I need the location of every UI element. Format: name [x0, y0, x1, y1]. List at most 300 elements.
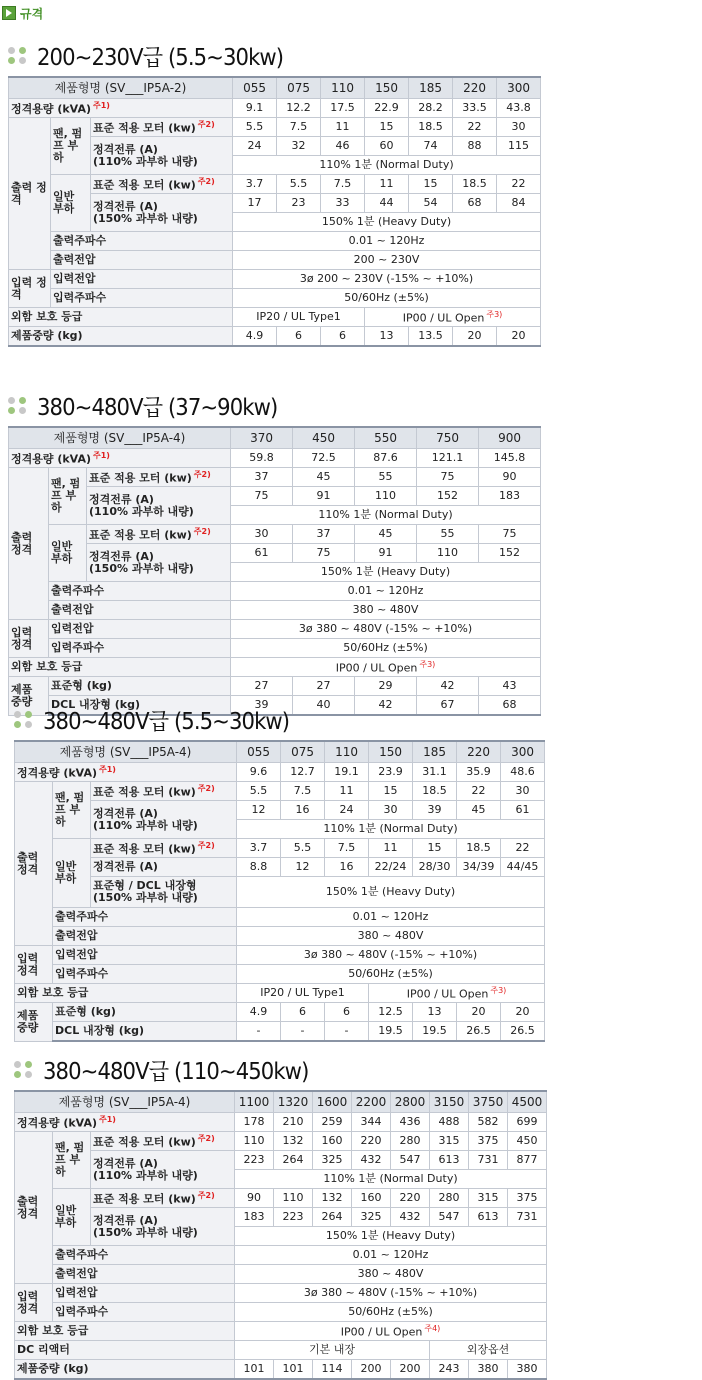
value-cell: 7.5 [277, 118, 321, 137]
value-cell: 380 [508, 1360, 547, 1380]
model-cell: 1600 [313, 1091, 352, 1113]
value-cell: 877 [508, 1151, 547, 1170]
value-cell: - [281, 1022, 325, 1042]
value-cell: 223 [235, 1151, 274, 1170]
value-cell: 28/30 [413, 858, 457, 877]
value-cell: 44 [365, 194, 409, 213]
bullet-dots-icon [8, 47, 27, 64]
value-cell: 200 [391, 1360, 430, 1380]
model-cell: 3150 [430, 1091, 469, 1113]
value-cell: 45 [293, 468, 355, 487]
protection-value: IP00 / UL Open $^{주3)}$ [369, 984, 545, 1003]
value-cell: 613 [430, 1151, 469, 1170]
in-freq-value: 50/60Hz (±5%) [235, 1303, 547, 1322]
protection-value: IP20 / UL Type1 [237, 984, 369, 1003]
value-cell: 12 [281, 858, 325, 877]
current-label: 정격전류 (A) (110% 과부하 내량) [91, 1151, 235, 1189]
model-cell: 370 [231, 427, 293, 449]
out-volt-label: 출력전압 [53, 927, 237, 946]
model-header: 제품형명 (SV___IP5A-2) [9, 77, 233, 99]
section-title-bar [8, 388, 541, 422]
output-group-label: 출력 정격 [9, 468, 49, 620]
value-cell: 42 [355, 696, 417, 716]
value-cell: 220 [391, 1189, 430, 1208]
input-group-label: 입력 정격 [15, 946, 53, 984]
value-cell: 325 [352, 1208, 391, 1227]
value-cell: 110 [274, 1189, 313, 1208]
value-cell: 67 [417, 696, 479, 716]
value-cell: 344 [352, 1113, 391, 1132]
input-group-label: 입력 정격 [9, 270, 51, 308]
value-cell: 12.5 [369, 1003, 413, 1022]
protection-value: IP00 / UL Open $^{주3)}$ [231, 658, 541, 677]
value-cell: 40 [293, 696, 355, 716]
value-cell: 91 [355, 544, 417, 563]
capacity-label: 정격용량 (kVA) $^{주1)}$ [9, 449, 231, 468]
protection-value: IP00 / UL Open $^{주4)}$ [235, 1322, 547, 1341]
value-cell: 24 [233, 137, 277, 156]
value-cell: 375 [469, 1132, 508, 1151]
value-cell: 210 [274, 1113, 313, 1132]
model-cell: 2200 [352, 1091, 391, 1113]
overload-cell: 110% 1분 (Normal Duty) [237, 820, 545, 839]
value-cell: 75 [479, 525, 541, 544]
value-cell: 5.5 [281, 839, 325, 858]
value-cell: 547 [391, 1151, 430, 1170]
out-volt-label: 출력전압 [53, 1265, 235, 1284]
value-cell: 436 [391, 1113, 430, 1132]
value-cell: 183 [479, 487, 541, 506]
section-380v-37-90 [8, 388, 541, 716]
value-cell: 15 [369, 782, 413, 801]
spec-table [8, 426, 541, 716]
value-cell: 59.8 [231, 449, 293, 468]
value-cell: 22/24 [369, 858, 413, 877]
value-cell: 4.9 [237, 1003, 281, 1022]
value-cell: 110 [417, 544, 479, 563]
value-cell: 280 [391, 1132, 430, 1151]
out-freq-label: 출력주파수 [53, 1246, 235, 1265]
value-cell: 145.8 [479, 449, 541, 468]
value-cell: 20 [501, 1003, 545, 1022]
value-cell: 16 [325, 858, 369, 877]
value-cell: 33 [321, 194, 365, 213]
out-freq-value: 0.01 ~ 120Hz [237, 908, 545, 927]
weight-std-label: 표준형 (kg) [49, 677, 231, 696]
protection-label: 외함 보호 등급 [9, 658, 231, 677]
model-cell: 1320 [274, 1091, 313, 1113]
out-volt-value: 380 ~ 480V [237, 927, 545, 946]
value-cell: 115 [497, 137, 541, 156]
fan-label: 팬, 펌프 부하 [51, 118, 91, 175]
in-freq-label: 입력주파수 [53, 1303, 235, 1322]
output-group-label: 출력 정격 [9, 118, 51, 270]
value-cell: 30 [501, 782, 545, 801]
value-cell: 45 [457, 801, 501, 820]
model-cell: 450 [293, 427, 355, 449]
dc-reactor-value: 기본 내장 [235, 1341, 430, 1360]
value-cell: 20 [453, 327, 497, 347]
model-cell: 110 [325, 741, 369, 763]
in-volt-value: 3ø 380 ~ 480V (-15% ~ +10%) [237, 946, 545, 965]
weight-dcl-label: DCL 내장형 (kg) [49, 696, 231, 716]
model-cell: 220 [453, 77, 497, 99]
weight-dcl-label: DCL 내장형 (kg) [53, 1022, 237, 1042]
bullet-dots-icon [8, 397, 27, 414]
value-cell: 11 [365, 175, 409, 194]
section-380v-110-450 [14, 1052, 547, 1380]
value-cell: 22 [497, 175, 541, 194]
spec-table [14, 1090, 547, 1380]
value-cell: 20 [457, 1003, 501, 1022]
general-label: 일반 부하 [51, 175, 91, 232]
value-cell: 22 [453, 118, 497, 137]
value-cell: 3.7 [237, 839, 281, 858]
out-volt-value: 380 ~ 480V [231, 601, 541, 620]
out-freq-label: 출력주파수 [51, 232, 233, 251]
value-cell: 375 [508, 1189, 547, 1208]
capacity-label: 정격용량 (kVA) $^{주1)}$ [15, 1113, 235, 1132]
value-cell: 61 [231, 544, 293, 563]
value-cell: 30 [497, 118, 541, 137]
model-cell: 1100 [235, 1091, 274, 1113]
value-cell: 23.9 [369, 763, 413, 782]
value-cell: 280 [430, 1189, 469, 1208]
model-header: 제품형명 (SV___IP5A-4) [15, 1091, 235, 1113]
value-cell: 132 [313, 1189, 352, 1208]
protection-label: 외함 보호 등급 [9, 308, 233, 327]
value-cell: 11 [321, 118, 365, 137]
value-cell: 43.8 [497, 99, 541, 118]
spec-heading [2, 4, 43, 22]
input-group-label: 입력 정격 [15, 1284, 53, 1322]
value-cell: 152 [479, 544, 541, 563]
value-cell: 183 [235, 1208, 274, 1227]
value-cell: 22.9 [365, 99, 409, 118]
value-cell: 19.5 [413, 1022, 457, 1042]
motor-label: 표준 적용 모터 (kw) $^{주2)}$ [91, 118, 233, 137]
value-cell: 18.5 [409, 118, 453, 137]
value-cell: 72.5 [293, 449, 355, 468]
value-cell: 325 [313, 1151, 352, 1170]
value-cell: - [237, 1022, 281, 1042]
value-cell: 264 [274, 1151, 313, 1170]
out-volt-label: 출력전압 [49, 601, 231, 620]
model-cell: 055 [233, 77, 277, 99]
value-cell: 9.1 [233, 99, 277, 118]
value-cell: 37 [293, 525, 355, 544]
in-freq-value: 50/60Hz (±5%) [237, 965, 545, 984]
section-title: 380~480V급 (37~90kw) [37, 394, 278, 421]
dc-reactor-value: 외장옵션 [430, 1341, 547, 1360]
protection-label: 외함 보호 등급 [15, 1322, 235, 1341]
value-cell: 11 [369, 839, 413, 858]
value-cell: 380 [469, 1360, 508, 1380]
value-cell: 13 [365, 327, 409, 347]
out-freq-label: 출력주파수 [53, 908, 237, 927]
value-cell: 699 [508, 1113, 547, 1132]
value-cell: 90 [235, 1189, 274, 1208]
value-cell: 13 [413, 1003, 457, 1022]
value-cell: 6 [281, 1003, 325, 1022]
weight-label: 제품중량 (kg) [9, 327, 233, 347]
in-volt-value: 3ø 380 ~ 480V (-15% ~ +10%) [231, 620, 541, 639]
section-title-bar [8, 38, 541, 72]
motor-label: 표준 적용 모터 (kw) $^{주2)}$ [87, 468, 231, 487]
value-cell: 432 [391, 1208, 430, 1227]
overload-cell: 150% 1분 (Heavy Duty) [235, 1227, 547, 1246]
value-cell: 11 [325, 782, 369, 801]
value-cell: 39 [231, 696, 293, 716]
value-cell: 8.8 [237, 858, 281, 877]
value-cell: 17.5 [321, 99, 365, 118]
value-cell: 87.6 [355, 449, 417, 468]
model-cell: 900 [479, 427, 541, 449]
out-freq-value: 0.01 ~ 120Hz [235, 1246, 547, 1265]
value-cell: 121.1 [417, 449, 479, 468]
general-label: 일반 부하 [53, 1189, 91, 1246]
value-cell: 9.6 [237, 763, 281, 782]
current-label: 정격전류 (A) (150% 과부하 내량) [91, 1208, 235, 1246]
value-cell: 55 [355, 468, 417, 487]
value-cell: 613 [469, 1208, 508, 1227]
value-cell: 30 [231, 525, 293, 544]
value-cell: 44/45 [501, 858, 545, 877]
value-cell: 450 [508, 1132, 547, 1151]
value-cell: 29 [355, 677, 417, 696]
value-cell: 22 [457, 782, 501, 801]
value-cell: 30 [369, 801, 413, 820]
value-cell: 75 [417, 468, 479, 487]
in-freq-label: 입력주파수 [53, 965, 237, 984]
value-cell: 17 [233, 194, 277, 213]
model-cell: 075 [277, 77, 321, 99]
in-freq-label: 입력주파수 [49, 639, 231, 658]
value-cell: 6 [325, 1003, 369, 1022]
in-freq-value: 50/60Hz (±5%) [231, 639, 541, 658]
out-volt-label: 출력전압 [51, 251, 233, 270]
value-cell: 26.5 [501, 1022, 545, 1042]
value-cell: 35.9 [457, 763, 501, 782]
value-cell: 15 [409, 175, 453, 194]
in-volt-value: 3ø 200 ~ 230V (-15% ~ +10%) [233, 270, 541, 289]
section-200v-5-30 [8, 38, 541, 347]
model-cell: 3750 [469, 1091, 508, 1113]
value-cell: 16 [281, 801, 325, 820]
value-cell: 48.6 [501, 763, 545, 782]
value-cell: 582 [469, 1113, 508, 1132]
model-cell: 185 [413, 741, 457, 763]
model-cell: 150 [369, 741, 413, 763]
value-cell: 27 [231, 677, 293, 696]
model-cell: 075 [281, 741, 325, 763]
in-volt-label: 입력전압 [53, 1284, 235, 1303]
general-label: 일반 부하 [49, 525, 87, 582]
input-group-label: 입력 정격 [9, 620, 49, 658]
value-cell: 152 [417, 487, 479, 506]
section-title: 200~230V급 (5.5~30kw) [37, 44, 284, 71]
in-volt-label: 입력전압 [51, 270, 233, 289]
value-cell: 61 [501, 801, 545, 820]
value-cell: 22 [501, 839, 545, 858]
current-label: 정격전류 (A) (110% 과부하 내량) [91, 137, 233, 175]
value-cell: 220 [352, 1132, 391, 1151]
value-cell: 5.5 [233, 118, 277, 137]
value-cell: 15 [365, 118, 409, 137]
value-cell: 101 [235, 1360, 274, 1380]
value-cell: 88 [453, 137, 497, 156]
value-cell: 27 [293, 677, 355, 696]
value-cell: 91 [293, 487, 355, 506]
section-title-bar [14, 1052, 547, 1086]
in-freq-label: 입력주파수 [51, 289, 233, 308]
current-label: 정격전류 (A) [91, 858, 237, 877]
current-label: 정격전류 (A) (110% 과부하 내량) [87, 487, 231, 525]
out-volt-value: 200 ~ 230V [233, 251, 541, 270]
value-cell: 243 [430, 1360, 469, 1380]
value-cell: 42 [417, 677, 479, 696]
overload-cell: 150% 1분 (Heavy Duty) [233, 213, 541, 232]
model-cell: 300 [501, 741, 545, 763]
current-label: 정격전류 (A) (150% 과부하 내량) [87, 544, 231, 582]
current-label: 정격전류 (A) (110% 과부하 내량) [91, 801, 237, 839]
value-cell: 5.5 [237, 782, 281, 801]
value-cell: 18.5 [457, 839, 501, 858]
bullet-dots-icon [14, 711, 33, 728]
in-volt-value: 3ø 380 ~ 480V (-15% ~ +10%) [235, 1284, 547, 1303]
value-cell: 731 [508, 1208, 547, 1227]
value-cell: 3.7 [233, 175, 277, 194]
section-title-bar [14, 702, 545, 736]
value-cell: 28.2 [409, 99, 453, 118]
value-cell: 75 [231, 487, 293, 506]
capacity-label: 정격용량 (kVA) $^{주1)}$ [15, 763, 237, 782]
value-cell: 90 [479, 468, 541, 487]
value-cell: 259 [313, 1113, 352, 1132]
value-cell: 24 [325, 801, 369, 820]
value-cell: 15 [413, 839, 457, 858]
value-cell: 731 [469, 1151, 508, 1170]
current-std-dcl-label: 표준형 / DCL 내장형 (150% 과부하 내량) [91, 877, 237, 908]
out-freq-value: 0.01 ~ 120Hz [233, 232, 541, 251]
value-cell: 43 [479, 677, 541, 696]
value-cell: 20 [497, 327, 541, 347]
general-label: 일반 부하 [53, 839, 91, 908]
value-cell: 34/39 [457, 858, 501, 877]
value-cell: 264 [313, 1208, 352, 1227]
value-cell: 223 [274, 1208, 313, 1227]
value-cell: 4.9 [233, 327, 277, 347]
value-cell: 18.5 [453, 175, 497, 194]
value-cell: 33.5 [453, 99, 497, 118]
value-cell: 7.5 [321, 175, 365, 194]
value-cell: 315 [430, 1132, 469, 1151]
play-icon [2, 6, 16, 20]
value-cell: 6 [321, 327, 365, 347]
weight-std-label: 표준형 (kg) [53, 1003, 237, 1022]
weight-label: 제품중량 (kg) [15, 1360, 235, 1380]
in-volt-label: 입력전압 [53, 946, 237, 965]
value-cell: 39 [413, 801, 457, 820]
output-group-label: 출력 정격 [15, 1132, 53, 1284]
out-freq-value: 0.01 ~ 120Hz [231, 582, 541, 601]
value-cell: 114 [313, 1360, 352, 1380]
value-cell: 132 [274, 1132, 313, 1151]
value-cell: 68 [453, 194, 497, 213]
value-cell: 31.1 [413, 763, 457, 782]
value-cell: 19.1 [325, 763, 369, 782]
overload-cell: 150% 1분 (Heavy Duty) [231, 563, 541, 582]
output-group-label: 출력 정격 [15, 782, 53, 946]
value-cell: 19.5 [369, 1022, 413, 1042]
model-cell: 055 [237, 741, 281, 763]
section-title: 380~480V급 (5.5~30kw) [43, 708, 290, 735]
value-cell: 46 [321, 137, 365, 156]
motor-label: 표준 적용 모터 (kw) $^{주2)}$ [91, 839, 237, 858]
model-cell: 550 [355, 427, 417, 449]
current-label: 정격전류 (A) (150% 과부하 내량) [91, 194, 233, 232]
bullet-dots-icon [14, 1061, 33, 1078]
model-cell: 300 [497, 77, 541, 99]
value-cell: 110 [235, 1132, 274, 1151]
value-cell: 160 [313, 1132, 352, 1151]
out-volt-value: 380 ~ 480V [235, 1265, 547, 1284]
motor-label: 표준 적용 모터 (kw) $^{주2)}$ [91, 175, 233, 194]
in-freq-value: 50/60Hz (±5%) [233, 289, 541, 308]
value-cell: 68 [479, 696, 541, 716]
spec-table [8, 76, 541, 347]
value-cell: 74 [409, 137, 453, 156]
value-cell: 160 [352, 1189, 391, 1208]
spec-heading-label: 규격 [20, 6, 44, 21]
weight-group-label: 제품 중량 [9, 677, 49, 716]
model-cell: 4500 [508, 1091, 547, 1113]
value-cell: 12.7 [281, 763, 325, 782]
model-cell: 150 [365, 77, 409, 99]
value-cell: 55 [417, 525, 479, 544]
fan-label: 팬, 펌프 부하 [53, 782, 91, 839]
value-cell: 432 [352, 1151, 391, 1170]
value-cell: 5.5 [277, 175, 321, 194]
value-cell: 547 [430, 1208, 469, 1227]
protection-value: IP20 / UL Type1 [233, 308, 365, 327]
value-cell: 7.5 [281, 782, 325, 801]
value-cell: 75 [293, 544, 355, 563]
dc-reactor-label: DC 리액터 [15, 1341, 235, 1360]
spec-table [14, 740, 545, 1042]
value-cell: 178 [235, 1113, 274, 1132]
value-cell: 488 [430, 1113, 469, 1132]
motor-label: 표준 적용 모터 (kw) $^{주2)}$ [87, 525, 231, 544]
in-volt-label: 입력전압 [49, 620, 231, 639]
value-cell: 200 [352, 1360, 391, 1380]
protection-label: 외함 보호 등급 [15, 984, 237, 1003]
model-cell: 220 [457, 741, 501, 763]
value-cell: 60 [365, 137, 409, 156]
value-cell: 6 [277, 327, 321, 347]
value-cell: 12.2 [277, 99, 321, 118]
model-header: 제품형명 (SV___IP5A-4) [15, 741, 237, 763]
overload-cell: 110% 1분 (Normal Duty) [231, 506, 541, 525]
weight-group-label: 제품 중량 [15, 1003, 53, 1042]
model-header: 제품형명 (SV___IP5A-4) [9, 427, 231, 449]
overload-cell: 110% 1분 (Normal Duty) [235, 1170, 547, 1189]
value-cell: 18.5 [413, 782, 457, 801]
capacity-label: 정격용량 (kVA) $^{주1)}$ [9, 99, 233, 118]
value-cell: 101 [274, 1360, 313, 1380]
section-380v-5-30 [14, 702, 545, 1042]
overload-cell: 110% 1분 (Normal Duty) [233, 156, 541, 175]
